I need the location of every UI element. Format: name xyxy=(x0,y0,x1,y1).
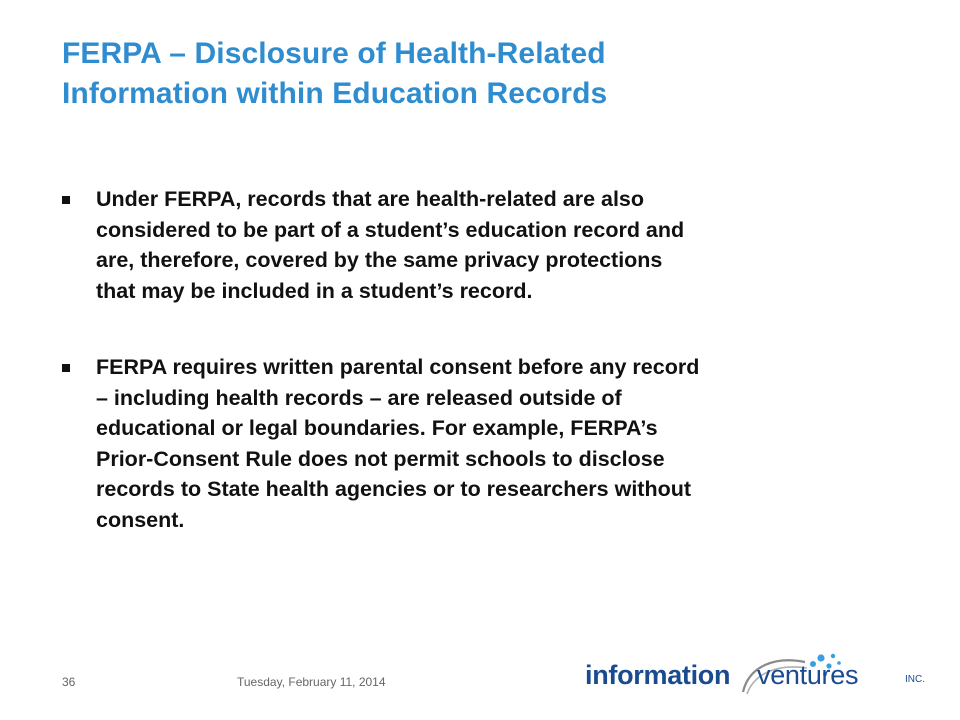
bullet-2-line-4: Prior-Consent Rule does not permit schools to disclose xyxy=(96,446,665,471)
footer-date: Tuesday, February 11, 2014 xyxy=(237,675,386,689)
bullet-1-line-3: are, therefore, covered by the same privacy protections xyxy=(96,248,663,272)
bullet-2-line-2: – including health records – are released outside of xyxy=(96,385,622,410)
slide-title xyxy=(62,34,922,114)
page-number: 36 xyxy=(62,675,76,689)
bullet-item-2 xyxy=(62,352,902,535)
square-bullet-icon xyxy=(62,364,70,372)
bullet-2-line-3: educational or legal boundaries. For example, FERPA’s xyxy=(96,416,658,440)
bullet-list xyxy=(62,184,902,535)
logo-text-ventures: ventures xyxy=(757,660,859,690)
logo-text-information: information xyxy=(585,660,731,690)
bullet-2-line-5: records to State health agencies or to researchers without xyxy=(96,477,692,501)
bullet-1-line-2: considered to be part of a student’s education record and xyxy=(96,217,685,242)
bullet-2-line-6: consent. xyxy=(96,507,185,532)
logo-text-inc: INC. xyxy=(905,674,925,685)
title-line-2: Information within Education Records xyxy=(62,77,608,110)
bullet-1-line-1: Under FERPA, records that are health-related are also xyxy=(96,187,645,211)
bullet-1-line-4: that may be included in a student’s record. xyxy=(96,278,533,303)
company-logo xyxy=(585,648,935,698)
bullet-item-1 xyxy=(62,184,902,306)
title-line-1: FERPA – Disclosure of Health-Related xyxy=(62,37,606,70)
square-bullet-icon xyxy=(62,196,70,204)
bullet-2-line-1: FERPA requires written parental consent before any record xyxy=(96,355,700,379)
